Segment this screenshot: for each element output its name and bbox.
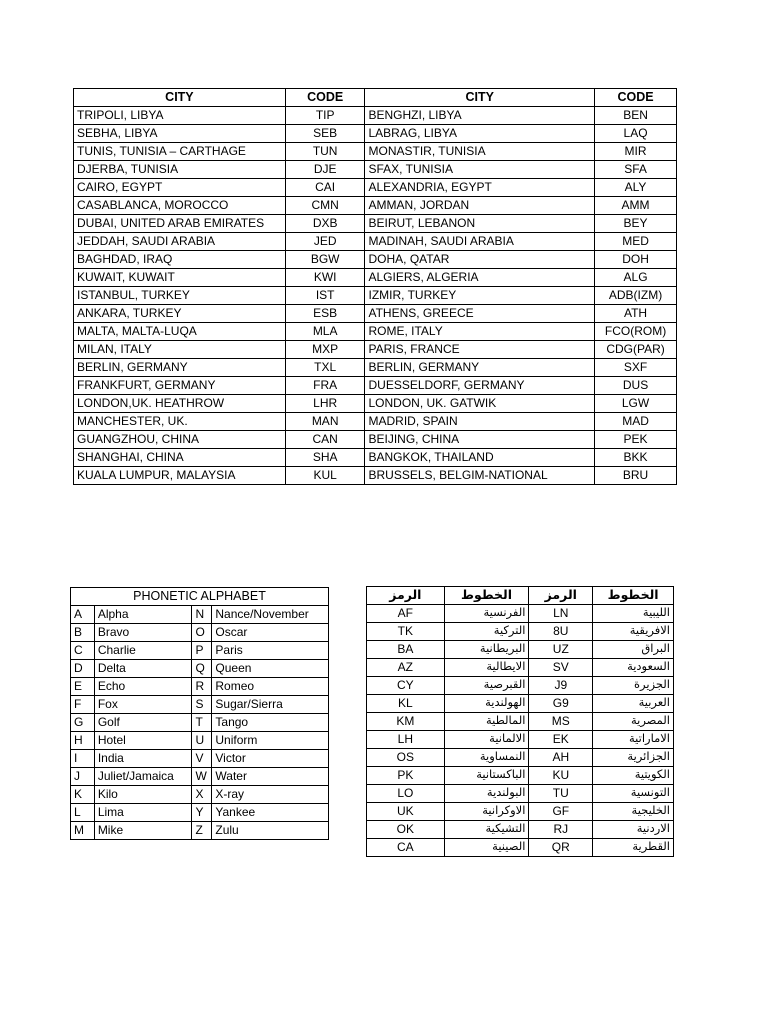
airline-code-cell: AF xyxy=(367,605,445,623)
code-cell: TXL xyxy=(285,359,365,377)
airline-code-cell: UZ xyxy=(529,641,593,659)
table-row xyxy=(367,803,674,821)
city-cell: ANKARA, TURKEY xyxy=(74,305,286,323)
code-cell: MIR xyxy=(595,143,677,161)
city-cell: LABRAG, LIBYA xyxy=(365,125,595,143)
table-row xyxy=(74,161,677,179)
word-cell: Sugar/Sierra xyxy=(212,696,329,714)
word-cell: Paris xyxy=(212,642,329,660)
code-cell: BGW xyxy=(285,251,365,269)
airline-name-cell: الصينية xyxy=(444,839,529,857)
letter-cell: N xyxy=(192,606,212,624)
city-cell: LONDON,UK. HEATHROW xyxy=(74,395,286,413)
code-cell: DXB xyxy=(285,215,365,233)
airline-name-cell: الالمانية xyxy=(444,731,529,749)
letter-cell: T xyxy=(192,714,212,732)
airline-code-cell: EK xyxy=(529,731,593,749)
table-row xyxy=(71,606,329,624)
letter-cell: S xyxy=(192,696,212,714)
word-cell: Juliet/Jamaica xyxy=(94,768,192,786)
letter-cell: V xyxy=(192,750,212,768)
code-cell: CAN xyxy=(285,431,365,449)
table-header-row xyxy=(74,89,677,107)
airline-code-cell: KU xyxy=(529,767,593,785)
city-cell: BEIJING, CHINA xyxy=(365,431,595,449)
airport-codes-body xyxy=(74,107,677,485)
word-cell: Yankee xyxy=(212,804,329,822)
airline-name-cell: الليبية xyxy=(593,605,674,623)
table-row xyxy=(74,341,677,359)
word-cell: Victor xyxy=(212,750,329,768)
city-cell: LONDON, UK. GATWIK xyxy=(365,395,595,413)
table-row xyxy=(74,395,677,413)
airline-name-cell: القطرية xyxy=(593,839,674,857)
code-cell: ATH xyxy=(595,305,677,323)
airline-code-cell: LO xyxy=(367,785,445,803)
letter-cell: R xyxy=(192,678,212,696)
city-cell: JEDDAH, SAUDI ARABIA xyxy=(74,233,286,251)
table-row xyxy=(71,732,329,750)
word-cell: Golf xyxy=(94,714,192,732)
city-cell: FRANKFURT, GERMANY xyxy=(74,377,286,395)
table-row xyxy=(367,659,674,677)
airline-code-cell: KL xyxy=(367,695,445,713)
airline-codes-table xyxy=(366,586,674,857)
airline-code-cell: J9 xyxy=(529,677,593,695)
code-cell: SFA xyxy=(595,161,677,179)
airline-name-cell: المصرية xyxy=(593,713,674,731)
code-cell: BEN xyxy=(595,107,677,125)
city-cell: DJERBA, TUNISIA xyxy=(74,161,286,179)
airline-code-cell: 8U xyxy=(529,623,593,641)
code-cell: SHA xyxy=(285,449,365,467)
airline-codes-body xyxy=(367,605,674,857)
airline-name-cell: التركية xyxy=(444,623,529,641)
city-cell: BERLIN, GERMANY xyxy=(365,359,595,377)
code-cell: ESB xyxy=(285,305,365,323)
airline-name-cell: الباكستانية xyxy=(444,767,529,785)
code-cell: CAI xyxy=(285,179,365,197)
airline-name-cell: الجزائرية xyxy=(593,749,674,767)
code-cell: MAN xyxy=(285,413,365,431)
city-cell: SHANGHAI, CHINA xyxy=(74,449,286,467)
airline-code-cell: PK xyxy=(367,767,445,785)
code-cell: MED xyxy=(595,233,677,251)
table-row xyxy=(74,323,677,341)
word-cell: Zulu xyxy=(212,822,329,840)
table-row xyxy=(71,822,329,840)
letter-cell: Q xyxy=(192,660,212,678)
airline-name-cell: البراق xyxy=(593,641,674,659)
letter-cell: H xyxy=(71,732,95,750)
letter-cell: Y xyxy=(192,804,212,822)
city-cell: ALGIERS, ALGERIA xyxy=(365,269,595,287)
table-row xyxy=(74,359,677,377)
letter-cell: U xyxy=(192,732,212,750)
airline-name-cell: التونسية xyxy=(593,785,674,803)
airline-code-cell: TK xyxy=(367,623,445,641)
airline-code-cell: AH xyxy=(529,749,593,767)
airline-code-cell: CY xyxy=(367,677,445,695)
word-cell: Tango xyxy=(212,714,329,732)
airline-code-cell: CA xyxy=(367,839,445,857)
word-cell: Alpha xyxy=(94,606,192,624)
code-cell: BRU xyxy=(595,467,677,485)
table-row xyxy=(74,467,677,485)
word-cell: Lima xyxy=(94,804,192,822)
table-row xyxy=(71,624,329,642)
airline-code-cell: LH xyxy=(367,731,445,749)
table-row xyxy=(367,713,674,731)
airline-name-cell: التشيكية xyxy=(444,821,529,839)
letter-cell: O xyxy=(192,624,212,642)
code-cell: MLA xyxy=(285,323,365,341)
city-cell: CASABLANCA, MOROCCO xyxy=(74,197,286,215)
city-cell: ISTANBUL, TURKEY xyxy=(74,287,286,305)
table-row xyxy=(367,605,674,623)
letter-cell: X xyxy=(192,786,212,804)
city-cell: ROME, ITALY xyxy=(365,323,595,341)
phonetic-body xyxy=(71,606,329,840)
airline-name-cell: الجزيرة xyxy=(593,677,674,695)
city-cell: BANGKOK, THAILAND xyxy=(365,449,595,467)
table-row xyxy=(71,768,329,786)
letter-cell: C xyxy=(71,642,95,660)
table-row xyxy=(74,143,677,161)
airline-code-cell: KM xyxy=(367,713,445,731)
letter-cell: E xyxy=(71,678,95,696)
table-row xyxy=(74,449,677,467)
word-cell: Fox xyxy=(94,696,192,714)
table-row xyxy=(71,714,329,732)
phonetic-title: PHONETIC ALPHABET xyxy=(71,588,329,606)
city-cell: MILAN, ITALY xyxy=(74,341,286,359)
column-header: CITY xyxy=(74,89,286,107)
code-cell: BEY xyxy=(595,215,677,233)
letter-cell: K xyxy=(71,786,95,804)
code-cell: SEB xyxy=(285,125,365,143)
city-cell: MONASTIR, TUNISIA xyxy=(365,143,595,161)
table-row xyxy=(71,786,329,804)
airline-name-cell: الايطالية xyxy=(444,659,529,677)
word-cell: Nance/November xyxy=(212,606,329,624)
word-cell: Oscar xyxy=(212,624,329,642)
letter-cell: M xyxy=(71,822,95,840)
code-cell: SXF xyxy=(595,359,677,377)
airline-code-cell: UK xyxy=(367,803,445,821)
airline-code-cell: SV xyxy=(529,659,593,677)
letter-cell: D xyxy=(71,660,95,678)
table-row xyxy=(74,179,677,197)
table-row xyxy=(71,678,329,696)
airline-name-cell: البريطانية xyxy=(444,641,529,659)
column-header: الخطوط xyxy=(444,587,529,605)
code-cell: MAD xyxy=(595,413,677,431)
word-cell: Romeo xyxy=(212,678,329,696)
table-row xyxy=(74,269,677,287)
city-cell: DUESSELDORF, GERMANY xyxy=(365,377,595,395)
column-header: CODE xyxy=(285,89,365,107)
code-cell: TUN xyxy=(285,143,365,161)
code-cell: LGW xyxy=(595,395,677,413)
city-cell: BEIRUT, LEBANON xyxy=(365,215,595,233)
table-row xyxy=(367,695,674,713)
letter-cell: F xyxy=(71,696,95,714)
letter-cell: L xyxy=(71,804,95,822)
city-cell: IZMIR, TURKEY xyxy=(365,287,595,305)
table-row xyxy=(367,677,674,695)
city-cell: KUWAIT, KUWAIT xyxy=(74,269,286,287)
airline-name-cell: البولندية xyxy=(444,785,529,803)
table-row xyxy=(74,305,677,323)
letter-cell: B xyxy=(71,624,95,642)
city-cell: BRUSSELS, BELGIM-NATIONAL xyxy=(365,467,595,485)
code-cell: ALG xyxy=(595,269,677,287)
city-cell: SFAX, TUNISIA xyxy=(365,161,595,179)
city-cell: MADRID, SPAIN xyxy=(365,413,595,431)
airline-code-cell: OK xyxy=(367,821,445,839)
column-header: الخطوط xyxy=(593,587,674,605)
table-row xyxy=(367,785,674,803)
code-cell: DJE xyxy=(285,161,365,179)
column-header: CODE xyxy=(595,89,677,107)
word-cell: Kilo xyxy=(94,786,192,804)
code-cell: CMN xyxy=(285,197,365,215)
column-header: الرمز xyxy=(529,587,593,605)
word-cell: Water xyxy=(212,768,329,786)
code-cell: ALY xyxy=(595,179,677,197)
table-row xyxy=(367,821,674,839)
city-cell: KUALA LUMPUR, MALAYSIA xyxy=(74,467,286,485)
word-cell: Charlie xyxy=(94,642,192,660)
airline-code-cell: LN xyxy=(529,605,593,623)
word-cell: Mike xyxy=(94,822,192,840)
airline-name-cell: الهولندية xyxy=(444,695,529,713)
airline-code-cell: AZ xyxy=(367,659,445,677)
airline-name-cell: الكويتية xyxy=(593,767,674,785)
code-cell: MXP xyxy=(285,341,365,359)
code-cell: CDG(PAR) xyxy=(595,341,677,359)
airline-name-cell: النمساوية xyxy=(444,749,529,767)
letter-cell: J xyxy=(71,768,95,786)
letter-cell: A xyxy=(71,606,95,624)
table-row xyxy=(74,287,677,305)
city-cell: GUANGZHOU, CHINA xyxy=(74,431,286,449)
table-row xyxy=(367,767,674,785)
city-cell: DUBAI, UNITED ARAB EMIRATES xyxy=(74,215,286,233)
table-row xyxy=(74,197,677,215)
code-cell: IST xyxy=(285,287,365,305)
airline-name-cell: الاردنية xyxy=(593,821,674,839)
word-cell: Queen xyxy=(212,660,329,678)
city-cell: ATHENS, GREECE xyxy=(365,305,595,323)
letter-cell: I xyxy=(71,750,95,768)
city-cell: TUNIS, TUNISIA – CARTHAGE xyxy=(74,143,286,161)
table-row xyxy=(367,731,674,749)
airline-code-cell: MS xyxy=(529,713,593,731)
table-row xyxy=(71,750,329,768)
table-row xyxy=(74,233,677,251)
city-cell: SEBHA, LIBYA xyxy=(74,125,286,143)
city-cell: PARIS, FRANCE xyxy=(365,341,595,359)
airline-name-cell: المالطية xyxy=(444,713,529,731)
city-cell: MALTA, MALTA-LUQA xyxy=(74,323,286,341)
table-row xyxy=(74,413,677,431)
airline-code-cell: OS xyxy=(367,749,445,767)
airline-name-cell: السعودية xyxy=(593,659,674,677)
airline-name-cell: الخليجية xyxy=(593,803,674,821)
airline-code-cell: GF xyxy=(529,803,593,821)
letter-cell: G xyxy=(71,714,95,732)
airport-codes-table xyxy=(73,88,677,485)
airline-name-cell: الافريقية xyxy=(593,623,674,641)
table-row xyxy=(71,642,329,660)
code-cell: LAQ xyxy=(595,125,677,143)
table-row xyxy=(74,215,677,233)
code-cell: KUL xyxy=(285,467,365,485)
city-cell: BENGHZI, LIBYA xyxy=(365,107,595,125)
table-row xyxy=(71,696,329,714)
table-row xyxy=(367,641,674,659)
letter-cell: W xyxy=(192,768,212,786)
city-cell: CAIRO, EGYPT xyxy=(74,179,286,197)
table-row xyxy=(367,623,674,641)
word-cell: Echo xyxy=(94,678,192,696)
code-cell: BKK xyxy=(595,449,677,467)
code-cell: FCO(ROM) xyxy=(595,323,677,341)
table-row xyxy=(74,377,677,395)
code-cell: LHR xyxy=(285,395,365,413)
city-cell: BAGHDAD, IRAQ xyxy=(74,251,286,269)
airline-name-cell: الفرنسية xyxy=(444,605,529,623)
airline-name-cell: القبرصية xyxy=(444,677,529,695)
column-header: الرمز xyxy=(367,587,445,605)
airline-code-cell: QR xyxy=(529,839,593,857)
table-header-row xyxy=(71,588,329,606)
letter-cell: P xyxy=(192,642,212,660)
code-cell: DOH xyxy=(595,251,677,269)
table-row xyxy=(74,251,677,269)
word-cell: X-ray xyxy=(212,786,329,804)
table-row xyxy=(367,839,674,857)
word-cell: Uniform xyxy=(212,732,329,750)
code-cell: DUS xyxy=(595,377,677,395)
city-cell: ALEXANDRIA, EGYPT xyxy=(365,179,595,197)
table-row xyxy=(74,431,677,449)
table-header-row xyxy=(367,587,674,605)
airline-name-cell: الاماراتية xyxy=(593,731,674,749)
city-cell: MANCHESTER, UK. xyxy=(74,413,286,431)
code-cell: KWI xyxy=(285,269,365,287)
city-cell: DOHA, QATAR xyxy=(365,251,595,269)
city-cell: BERLIN, GERMANY xyxy=(74,359,286,377)
city-cell: MADINAH, SAUDI ARABIA xyxy=(365,233,595,251)
code-cell: AMM xyxy=(595,197,677,215)
city-cell: AMMAN, JORDAN xyxy=(365,197,595,215)
code-cell: JED xyxy=(285,233,365,251)
table-row xyxy=(71,660,329,678)
table-row xyxy=(74,125,677,143)
word-cell: India xyxy=(94,750,192,768)
word-cell: Bravo xyxy=(94,624,192,642)
airline-code-cell: TU xyxy=(529,785,593,803)
column-header: CITY xyxy=(365,89,595,107)
code-cell: FRA xyxy=(285,377,365,395)
airline-name-cell: الاوكرانية xyxy=(444,803,529,821)
code-cell: TIP xyxy=(285,107,365,125)
city-cell: TRIPOLI, LIBYA xyxy=(74,107,286,125)
airline-code-cell: RJ xyxy=(529,821,593,839)
table-row xyxy=(74,107,677,125)
airline-name-cell: العربية xyxy=(593,695,674,713)
table-row xyxy=(71,804,329,822)
table-row xyxy=(367,749,674,767)
letter-cell: Z xyxy=(192,822,212,840)
word-cell: Hotel xyxy=(94,732,192,750)
airline-code-cell: G9 xyxy=(529,695,593,713)
code-cell: PEK xyxy=(595,431,677,449)
word-cell: Delta xyxy=(94,660,192,678)
code-cell: ADB(IZM) xyxy=(595,287,677,305)
phonetic-alphabet-table xyxy=(70,587,329,840)
airline-code-cell: BA xyxy=(367,641,445,659)
